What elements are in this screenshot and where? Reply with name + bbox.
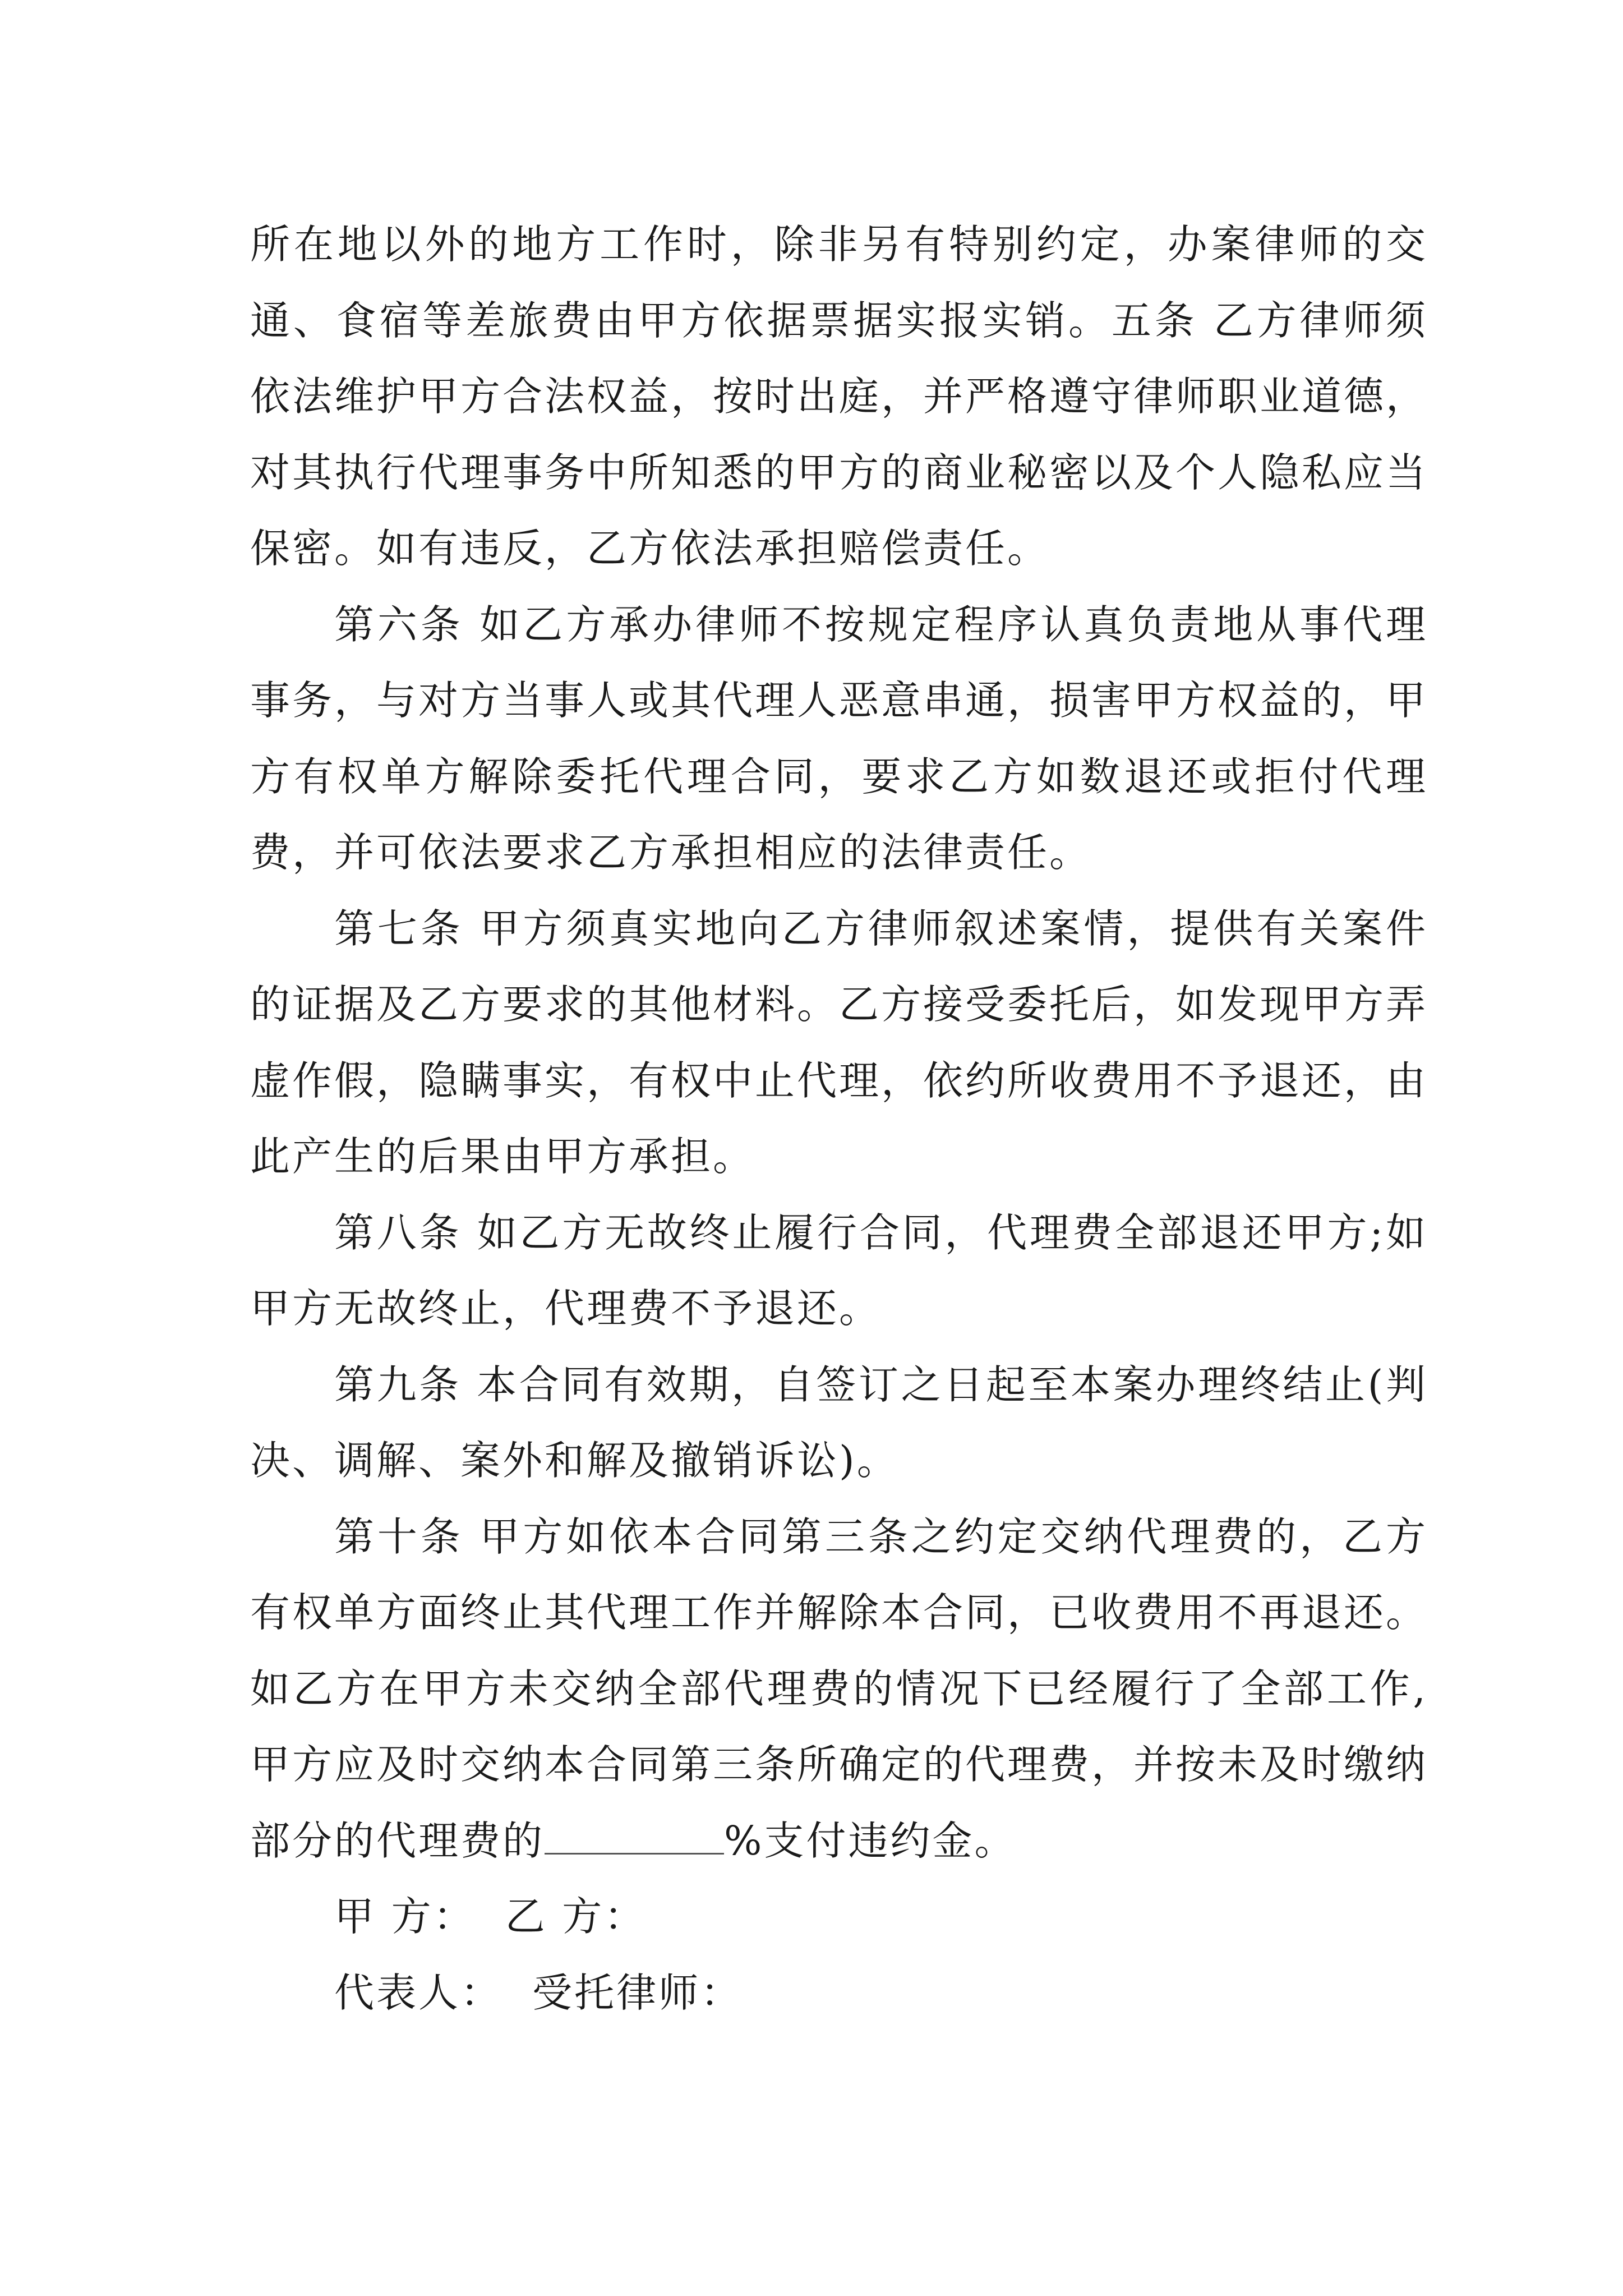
penalty-rate-blank <box>545 1817 724 1855</box>
paragraph-article-9: 第九条 本合同有效期，自签订之日起至本案办理终结止(判决、调解、案外和解及撤销诉讼)。 <box>250 1361 1428 1484</box>
contract-body <box>250 206 1428 2031</box>
article-10-text: 第十条 甲方如依本合同第三条之约定交纳代理费的，乙方有权单方面终止其代理工作并解除本合同，已收费用不再退还。如乙方在甲方未交纳全部代理费的情况下已经履行了全部工作,甲方应及时交纳本合同第三条所确定的代理费，并按未及时缴纳部分的代理费的 <box>250 1513 1428 1864</box>
paragraph-article-10 <box>250 1499 1428 1879</box>
signature-representative-line: 代表人： 受托律师： <box>334 1969 743 2016</box>
article-10-suffix: %支付违约金。 <box>724 1817 1017 1864</box>
paragraph-article-7: 第七条 甲方须真实地向乙方律师叙述案情，提供有关案件的证据及乙方要求的其他材料。乙方接受委托后，如发现甲方弄虚作假，隐瞒事实，有权中止代理，依约所收费用不予退还，由此产生的后果由甲方承担。 <box>250 905 1428 1180</box>
paragraph-article-6: 第六条 如乙方承办律师不按规定程序认真负责地从事代理事务，与对方当事人或其代理人恶意串通，损害甲方权益的，甲方有权单方解除委托代理合同，要求乙方如数退还或拒付代理费，并可依法要求乙方承担相应的法律责任。 <box>250 601 1428 876</box>
signature-party-line: 甲 方： 乙 方： <box>334 1893 647 1940</box>
paragraph-article-8: 第八条 如乙方无故终止履行合同，代理费全部退还甲方;如甲方无故终止，代理费不予退还。 <box>250 1209 1428 1332</box>
paragraph-travel-expenses: 所在地以外的地方工作时，除非另有特别约定，办案律师的交通、食宿等差旅费由甲方依据票据实报实销。五条 乙方律师须依法维护甲方合法权益，按时出庭，并严格遵守律师职业道德，对其执行代理事务中所知悉的甲方的商业秘密以及个人隐私应当保密。如有违反，乙方依法承担赔偿责任。 <box>250 221 1428 572</box>
